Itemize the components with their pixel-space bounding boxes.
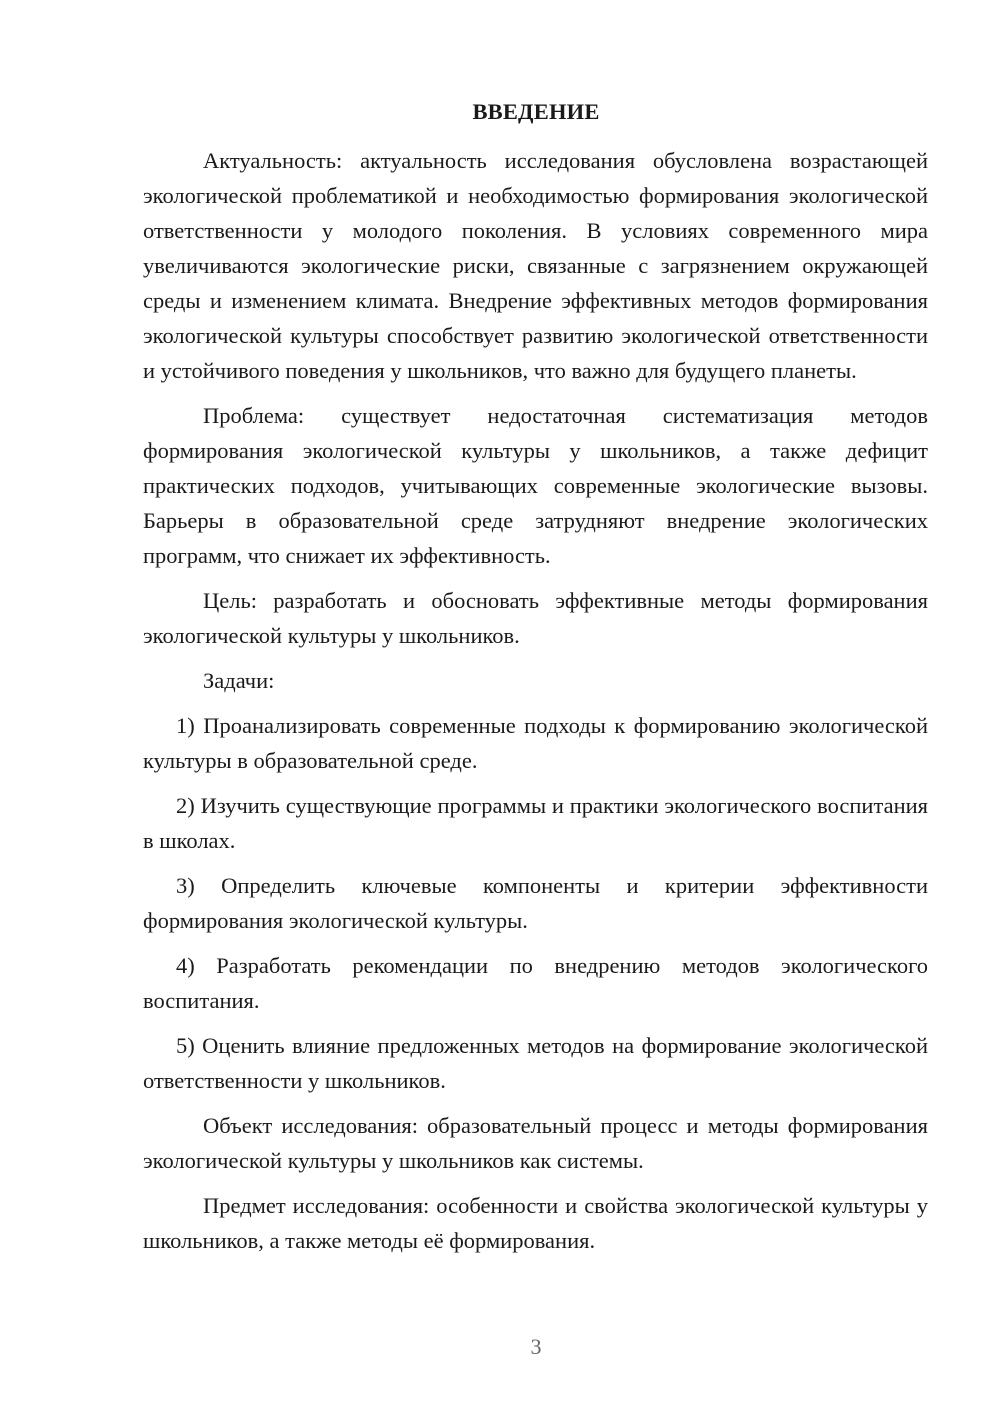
- goal-paragraph: Цель: разработать и обосновать эффективные методы формирования экологической культуры у школьников.: [143, 588, 928, 648]
- document-body: [143, 143, 928, 1268]
- task-item-1: 1) Проанализировать современные подходы к формированию экологической культуры в образовательной среде.: [143, 713, 928, 773]
- tasks-heading: Задачи:: [203, 668, 275, 693]
- page-title: ВВЕДЕНИЕ: [472, 99, 600, 124]
- task-item-2: 2) Изучить существующие программы и практики экологического воспитания в школах.: [143, 793, 928, 853]
- relevance-paragraph: Актуальность: актуальность исследования обусловлена возрастающей экологической проблематикой и необходимостью формирования экологической ответственности у молодого поколения. В условиях современного мира увеличиваются экологические риски, связанные с загрязнением окружающей среды и изменением климата. Внедрение эффективных методов формирования экологической культуры способствует развитию экологической ответственности и устойчивого поведения у школьников, что важно для будущего планеты.: [143, 148, 928, 383]
- page-number: 3: [530, 1334, 542, 1359]
- task-item-5: 5) Оценить влияние предложенных методов на формирование экологической ответственности у школьников.: [143, 1033, 928, 1093]
- task-item-3: 3) Определить ключевые компоненты и критерии эффективности формирования экологической культуры.: [143, 873, 928, 933]
- subject-paragraph: Предмет исследования: особенности и свойства экологической культуры у школьников, а также методы её формирования.: [143, 1193, 928, 1253]
- problem-paragraph: Проблема: существует недостаточная систематизация методов формирования экологической культуры у школьников, а также дефицит практических подходов, учитывающих современные экологические вызовы. Барьеры в образовательной среде затрудняют внедрение экологических программ, что снижает их эффективность.: [143, 403, 928, 568]
- object-paragraph: Объект исследования: образовательный процесс и методы формирования экологической культуры у школьников как системы.: [143, 1113, 928, 1173]
- task-item-4: 4) Разработать рекомендации по внедрению методов экологического воспитания.: [143, 953, 928, 1013]
